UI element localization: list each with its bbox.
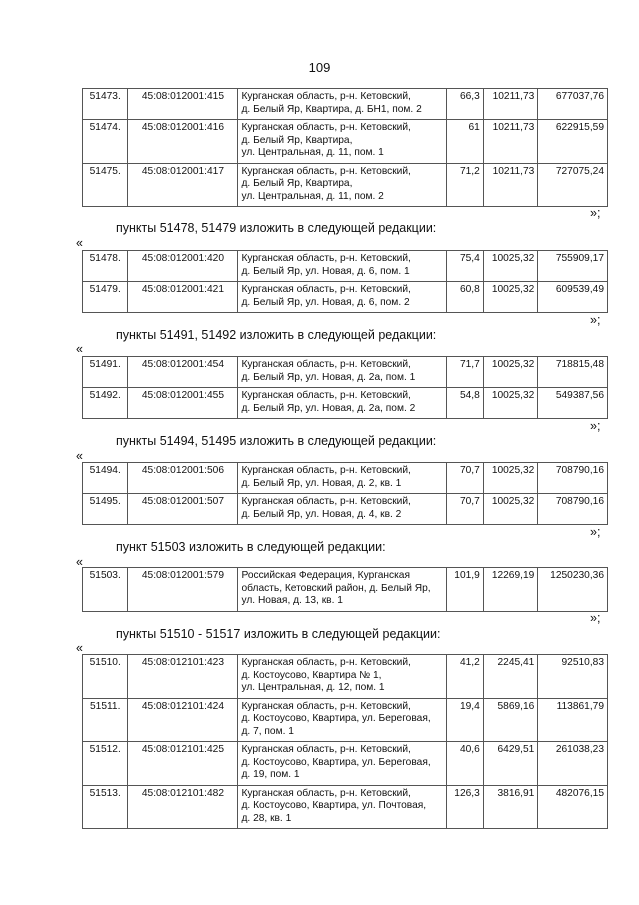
- address: Курганская область, р-н. Кетовский, д. Костоусово, Квартира, ул. Почтовая, д. 28, кв. 1: [238, 785, 447, 829]
- closing-quote: »;: [590, 206, 601, 220]
- closing-quote: »;: [590, 525, 601, 539]
- area: 60,8: [447, 282, 483, 313]
- total: 261038,23: [538, 742, 608, 786]
- row-number: 51491.: [83, 357, 128, 388]
- table-row: [83, 494, 608, 525]
- row-number: 51492.: [83, 388, 128, 419]
- area: 41,2: [447, 655, 483, 699]
- row-number: 51513.: [83, 785, 128, 829]
- area: 71,7: [447, 357, 483, 388]
- address: Курганская область, р-н. Кетовский, д. Костоусово, Квартира, ул. Береговая, д. 19, пом. 1: [238, 742, 447, 786]
- row-number: 51503.: [83, 568, 128, 612]
- address: Курганская область, р-н. Кетовский, д. Белый Яр, Квартира, д. БН1, пом. 2: [238, 89, 447, 120]
- row-number: 51475.: [83, 163, 128, 207]
- address: Курганская область, р-н. Кетовский, д. Костоусово, Квартира № 1, ул. Центральная, д. 12, пом. 1: [238, 655, 447, 699]
- area: 101,9: [447, 568, 483, 612]
- price: 5869,16: [483, 698, 538, 742]
- price: 10025,32: [483, 494, 538, 525]
- cadastral-number: 45:08:012001:454: [128, 357, 238, 388]
- table-section-5: [82, 654, 608, 829]
- price: 10025,32: [483, 251, 538, 282]
- section-heading: пункты 51494, 51495 изложить в следующей редакции:: [116, 434, 437, 448]
- total: 708790,16: [538, 494, 608, 525]
- address: Курганская область, р-н. Кетовский, д. Белый Яр, ул. Новая, д. 4, кв. 2: [238, 494, 447, 525]
- row-number: 51512.: [83, 742, 128, 786]
- table-row: [83, 655, 608, 699]
- total: 92510,83: [538, 655, 608, 699]
- total: 708790,16: [538, 463, 608, 494]
- table-row: [83, 785, 608, 829]
- row-number: 51479.: [83, 282, 128, 313]
- price: 2245,41: [483, 655, 538, 699]
- table-section-2: [82, 356, 608, 419]
- address: Курганская область, р-н. Кетовский, д. Белый Яр, Квартира, ул. Центральная, д. 11, пом. 1: [238, 120, 447, 164]
- row-number: 51478.: [83, 251, 128, 282]
- cadastral-number: 45:08:012001:420: [128, 251, 238, 282]
- price: 10025,32: [483, 388, 538, 419]
- section-heading: пункты 51491, 51492 изложить в следующей редакции:: [116, 328, 437, 342]
- area: 61: [447, 120, 483, 164]
- area: 75,4: [447, 251, 483, 282]
- price: 10025,32: [483, 463, 538, 494]
- total: 677037,76: [538, 89, 608, 120]
- area: 70,7: [447, 494, 483, 525]
- opening-quote: «: [76, 236, 83, 250]
- row-number: 51473.: [83, 89, 128, 120]
- section-heading: пункты 51478, 51479 изложить в следующей редакции:: [116, 221, 437, 235]
- opening-quote: «: [76, 342, 83, 356]
- area: 40,6: [447, 742, 483, 786]
- price: 12269,19: [483, 568, 538, 612]
- closing-quote: »;: [590, 313, 601, 327]
- total: 609539,49: [538, 282, 608, 313]
- opening-quote: «: [76, 555, 83, 569]
- table-row: [83, 568, 608, 612]
- row-number: 51494.: [83, 463, 128, 494]
- cadastral-number: 45:08:012001:507: [128, 494, 238, 525]
- table-row: [83, 357, 608, 388]
- address: Российская Федерация, Курганская область, Кетовский район, д. Белый Яр, ул. Новая, д. 13, кв. 1: [238, 568, 447, 612]
- table-row: [83, 89, 608, 120]
- cadastral-number: 45:08:012101:423: [128, 655, 238, 699]
- table-section-1: [82, 250, 608, 313]
- table-row: [83, 163, 608, 207]
- price: 10025,32: [483, 357, 538, 388]
- cadastral-number: 45:08:012001:455: [128, 388, 238, 419]
- cadastral-number: 45:08:012101:425: [128, 742, 238, 786]
- cadastral-number: 45:08:012001:506: [128, 463, 238, 494]
- table-section-4: [82, 567, 608, 612]
- cadastral-number: 45:08:012001:415: [128, 89, 238, 120]
- area: 70,7: [447, 463, 483, 494]
- total: 113861,79: [538, 698, 608, 742]
- cadastral-number: 45:08:012101:424: [128, 698, 238, 742]
- address: Курганская область, р-н. Кетовский, д. Белый Яр, ул. Новая, д. 2а, пом. 1: [238, 357, 447, 388]
- cadastral-number: 45:08:012101:482: [128, 785, 238, 829]
- area: 71,2: [447, 163, 483, 207]
- table-section-3: [82, 462, 608, 525]
- section-heading: пункты 51510 - 51517 изложить в следующей редакции:: [116, 627, 441, 641]
- table-row: [83, 388, 608, 419]
- table-row: [83, 463, 608, 494]
- table-row: [83, 282, 608, 313]
- row-number: 51511.: [83, 698, 128, 742]
- address: Курганская область, р-н. Кетовский, д. Белый Яр, ул. Новая, д. 6, пом. 2: [238, 282, 447, 313]
- price: 6429,51: [483, 742, 538, 786]
- address: Курганская область, р-н. Кетовский, д. Белый Яр, Квартира, ул. Центральная, д. 11, пом. 2: [238, 163, 447, 207]
- price: 3816,91: [483, 785, 538, 829]
- page-number: 109: [308, 60, 331, 75]
- price: 10025,32: [483, 282, 538, 313]
- area: 54,8: [447, 388, 483, 419]
- price: 10211,73: [483, 89, 538, 120]
- total: 718815,48: [538, 357, 608, 388]
- opening-quote: «: [76, 641, 83, 655]
- total: 727075,24: [538, 163, 608, 207]
- table-row: [83, 120, 608, 164]
- row-number: 51495.: [83, 494, 128, 525]
- table-section-0: [82, 88, 608, 207]
- total: 622915,59: [538, 120, 608, 164]
- table-row: [83, 251, 608, 282]
- total: 549387,56: [538, 388, 608, 419]
- area: 66,3: [447, 89, 483, 120]
- cadastral-number: 45:08:012001:421: [128, 282, 238, 313]
- address: Курганская область, р-н. Кетовский, д. Белый Яр, ул. Новая, д. 6, пом. 1: [238, 251, 447, 282]
- row-number: 51510.: [83, 655, 128, 699]
- section-heading: пункт 51503 изложить в следующей редакции:: [116, 540, 386, 554]
- closing-quote: »;: [590, 611, 601, 625]
- row-number: 51474.: [83, 120, 128, 164]
- table-row: [83, 742, 608, 786]
- address: Курганская область, р-н. Кетовский, д. Костоусово, Квартира, ул. Береговая, д. 7, пом. 1: [238, 698, 447, 742]
- area: 126,3: [447, 785, 483, 829]
- cadastral-number: 45:08:012001:417: [128, 163, 238, 207]
- closing-quote: »;: [590, 419, 601, 433]
- total: 482076,15: [538, 785, 608, 829]
- address: Курганская область, р-н. Кетовский, д. Белый Яр, ул. Новая, д. 2, кв. 1: [238, 463, 447, 494]
- price: 10211,73: [483, 120, 538, 164]
- total: 755909,17: [538, 251, 608, 282]
- cadastral-number: 45:08:012001:416: [128, 120, 238, 164]
- opening-quote: «: [76, 449, 83, 463]
- area: 19,4: [447, 698, 483, 742]
- table-row: [83, 698, 608, 742]
- address: Курганская область, р-н. Кетовский, д. Белый Яр, ул. Новая, д. 2а, пом. 2: [238, 388, 447, 419]
- price: 10211,73: [483, 163, 538, 207]
- total: 1250230,36: [538, 568, 608, 612]
- cadastral-number: 45:08:012001:579: [128, 568, 238, 612]
